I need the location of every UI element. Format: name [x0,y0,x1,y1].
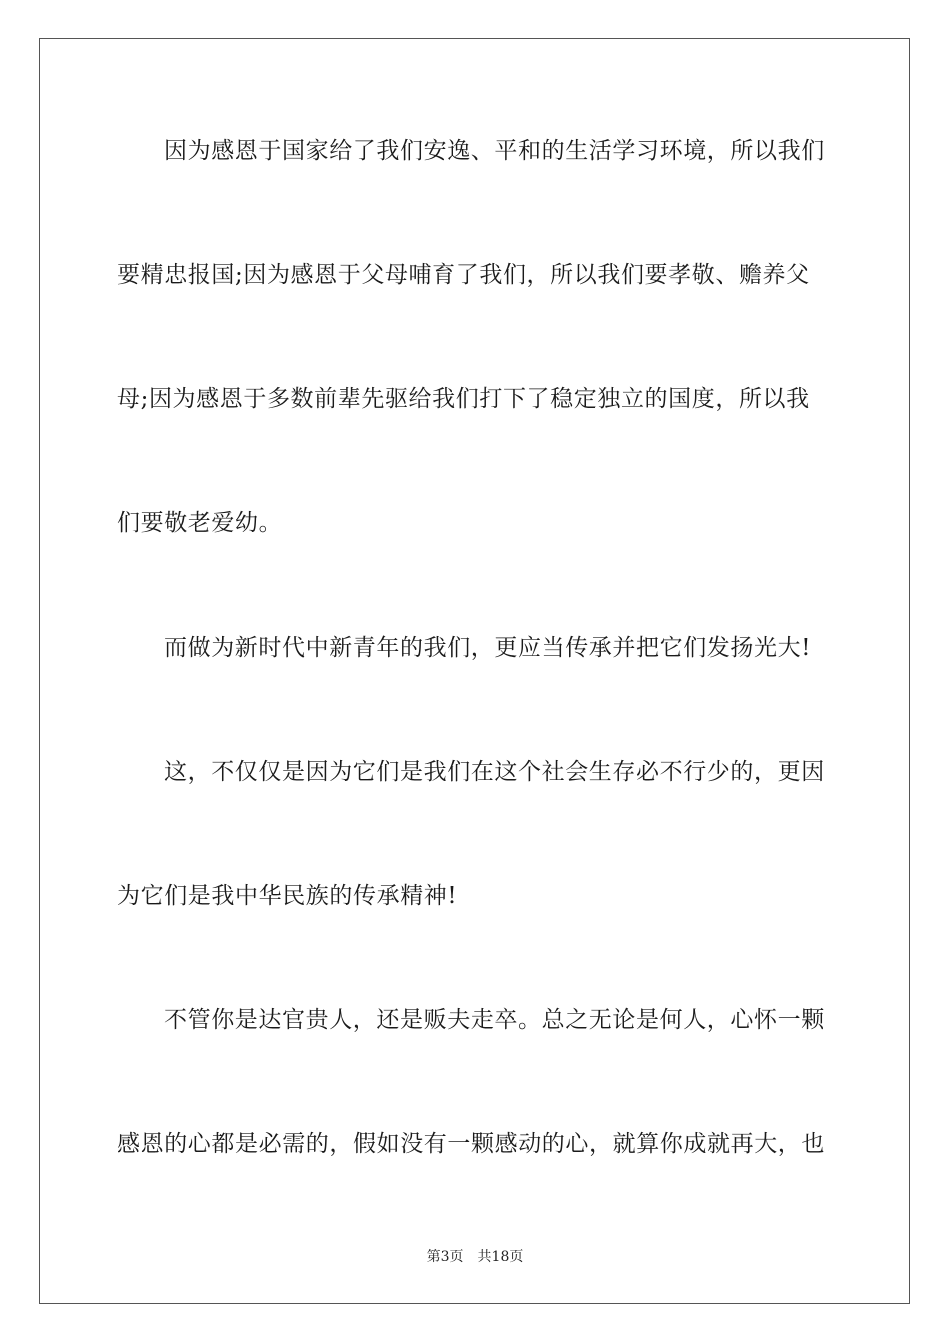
text-line: 因为感恩于国家给了我们安逸、平和的生活学习环境，所以我们 [164,138,825,164]
page-footer [0,1246,950,1266]
text-line: 不管你是达官贵人，还是贩夫走卒。总之无论是何人，心怀一颗 [164,1007,825,1033]
text-line: 感恩的心都是必需的，假如没有一颗感动的心，就算你成就再大，也 [117,1131,825,1157]
page-total: 共18页 [477,1249,524,1265]
text-line: 们要敬老爱幼。 [117,510,283,536]
text-line: 为它们是我中华民族的传承精神! [117,883,458,909]
text-line: 而做为新时代中新青年的我们，更应当传承并把它们发扬光大! [164,635,812,661]
text-line: 这，不仅仅是因为它们是我们在这个社会生存必不行少的，更因 [164,759,825,785]
text-line: 母;因为感恩于多数前辈先驱给我们打下了稳定独立的国度，所以我 [117,386,810,412]
page-number: 第3页 [426,1249,464,1265]
page-border [39,38,910,1304]
text-line: 要精忠报国;因为感恩于父母哺育了我们，所以我们要孝敬、赡养父 [117,262,810,288]
